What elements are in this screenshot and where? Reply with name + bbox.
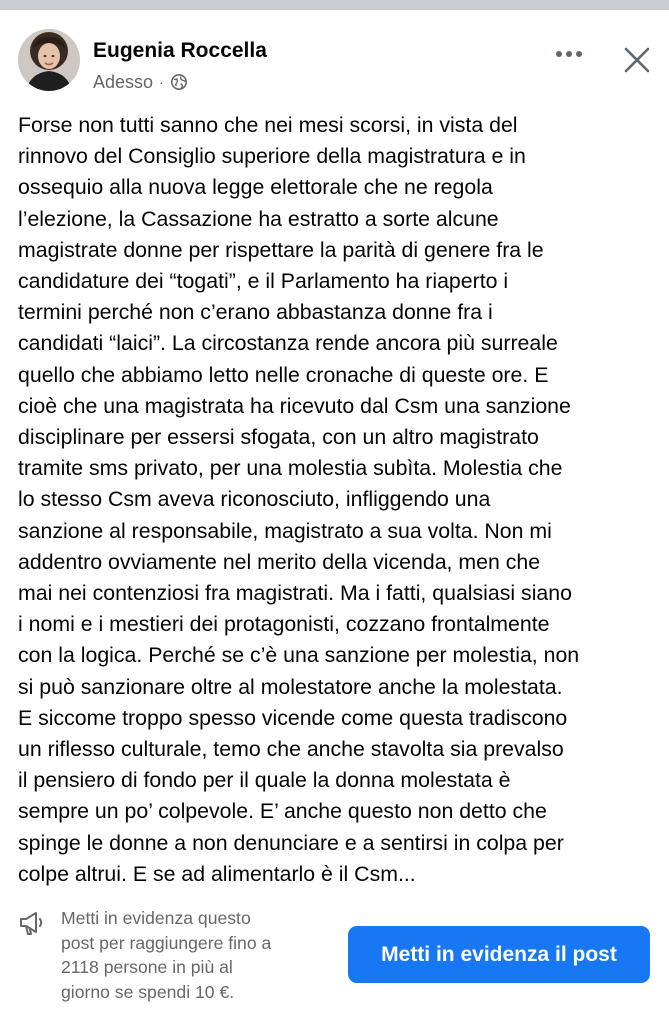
top-strip xyxy=(0,0,669,10)
post-body-line: sempre un po’ colpevole. E’ anche questo non detto che xyxy=(18,799,547,824)
post-body-line: ossequio alla nuova legge elettorale che ne regola xyxy=(18,175,493,200)
globe-icon[interactable] xyxy=(170,73,188,91)
post-body-line: spinge le donne a non denunciare e a sentirsi in colpa per xyxy=(18,830,564,855)
avatar[interactable] xyxy=(18,29,80,91)
post-body-line: tramite sms privato, per una molestia subìta. Molestia che xyxy=(18,456,563,481)
post-body-line: Forse non tutti sanno che nei mesi scorsi, in vista del xyxy=(18,113,518,137)
promo-footer xyxy=(18,900,658,1010)
meta-separator: · xyxy=(159,74,164,90)
post-meta xyxy=(93,72,188,92)
post-body-line: termini perché non c’erano abbastanza donne fra i xyxy=(18,300,493,325)
post-body-line: candidati “laici”. La circostanza rende ancora più surreale xyxy=(18,331,558,356)
post-body-line: quello che abbiamo letto nelle cronache di queste ore. E xyxy=(18,362,549,387)
promo-line: 2118 persone in più al xyxy=(61,957,233,977)
post-body-text xyxy=(18,110,658,890)
author-name[interactable]: Eugenia Roccella xyxy=(93,39,267,62)
post-time[interactable]: Adesso xyxy=(93,71,154,92)
post-body-line: l’elezione, la Cassazione ha estratto a sorte alcune xyxy=(18,206,499,231)
post-body-line: disciplinare per essersi sfogata, con un altro magistrato xyxy=(18,425,539,450)
megaphone-icon xyxy=(18,908,48,938)
promo-line: post per raggiungere fino a xyxy=(61,932,272,953)
post-body-line: lo stesso Csm aveva riconosciuto, infliggendo una xyxy=(18,487,491,512)
post-body-line: addentro ovviamente nel merito della vicenda, men che xyxy=(18,549,541,574)
post-body-line: rinnovo del Consiglio superiore della magistratura e in xyxy=(18,144,526,169)
promo-line: giorno se spendi 10 €. xyxy=(61,981,235,1002)
post-body-line: candidature dei “togati”, e il Parlamento ha riaperto i xyxy=(18,269,509,294)
close-button[interactable] xyxy=(622,45,652,75)
post-body-line: sanzione al responsabile, magistrato a sua volta. Non mi xyxy=(18,518,552,543)
post-body-line: con la logica. Perché se c’è una sanzione per molestia, non xyxy=(18,643,580,668)
promo-description xyxy=(61,906,351,1004)
promo-line: Metti in evidenza questo xyxy=(61,908,251,928)
post-body-line: mai nei contenziosi fra magistrati. Ma i fatti, qualsiasi siano xyxy=(18,581,572,606)
post-body-line: cioè che una magistrata ha ricevuto dal Csm una sanzione xyxy=(18,393,571,418)
avatar-image xyxy=(18,29,80,91)
post-body-line: magistrate donne per rispettare la parità di genere fra le xyxy=(18,237,544,262)
more-options-button[interactable] xyxy=(554,39,584,69)
post-body-line: colpe altrui. E se ad alimentarlo è il Csm... xyxy=(18,861,416,886)
more-horizontal-icon xyxy=(555,50,583,58)
boost-post-button[interactable]: Metti in evidenza il post xyxy=(348,926,650,983)
post-body-line: un riflesso culturale, temo che anche stavolta sia prevalso xyxy=(18,737,564,762)
post-header xyxy=(18,29,658,93)
close-icon xyxy=(624,47,650,73)
post-body-line: si può sanzionare oltre al molestatore anche la molestata. xyxy=(18,674,563,699)
post-body-line: il pensiero di fondo per il quale la donna molestata è xyxy=(18,768,511,793)
post-body-line: E siccome troppo spesso vicende come questa tradiscono xyxy=(18,705,568,730)
post-body-line: i nomi e i mestieri dei protagonisti, cozzano frontalmente xyxy=(18,612,550,637)
post-card xyxy=(0,10,669,1024)
